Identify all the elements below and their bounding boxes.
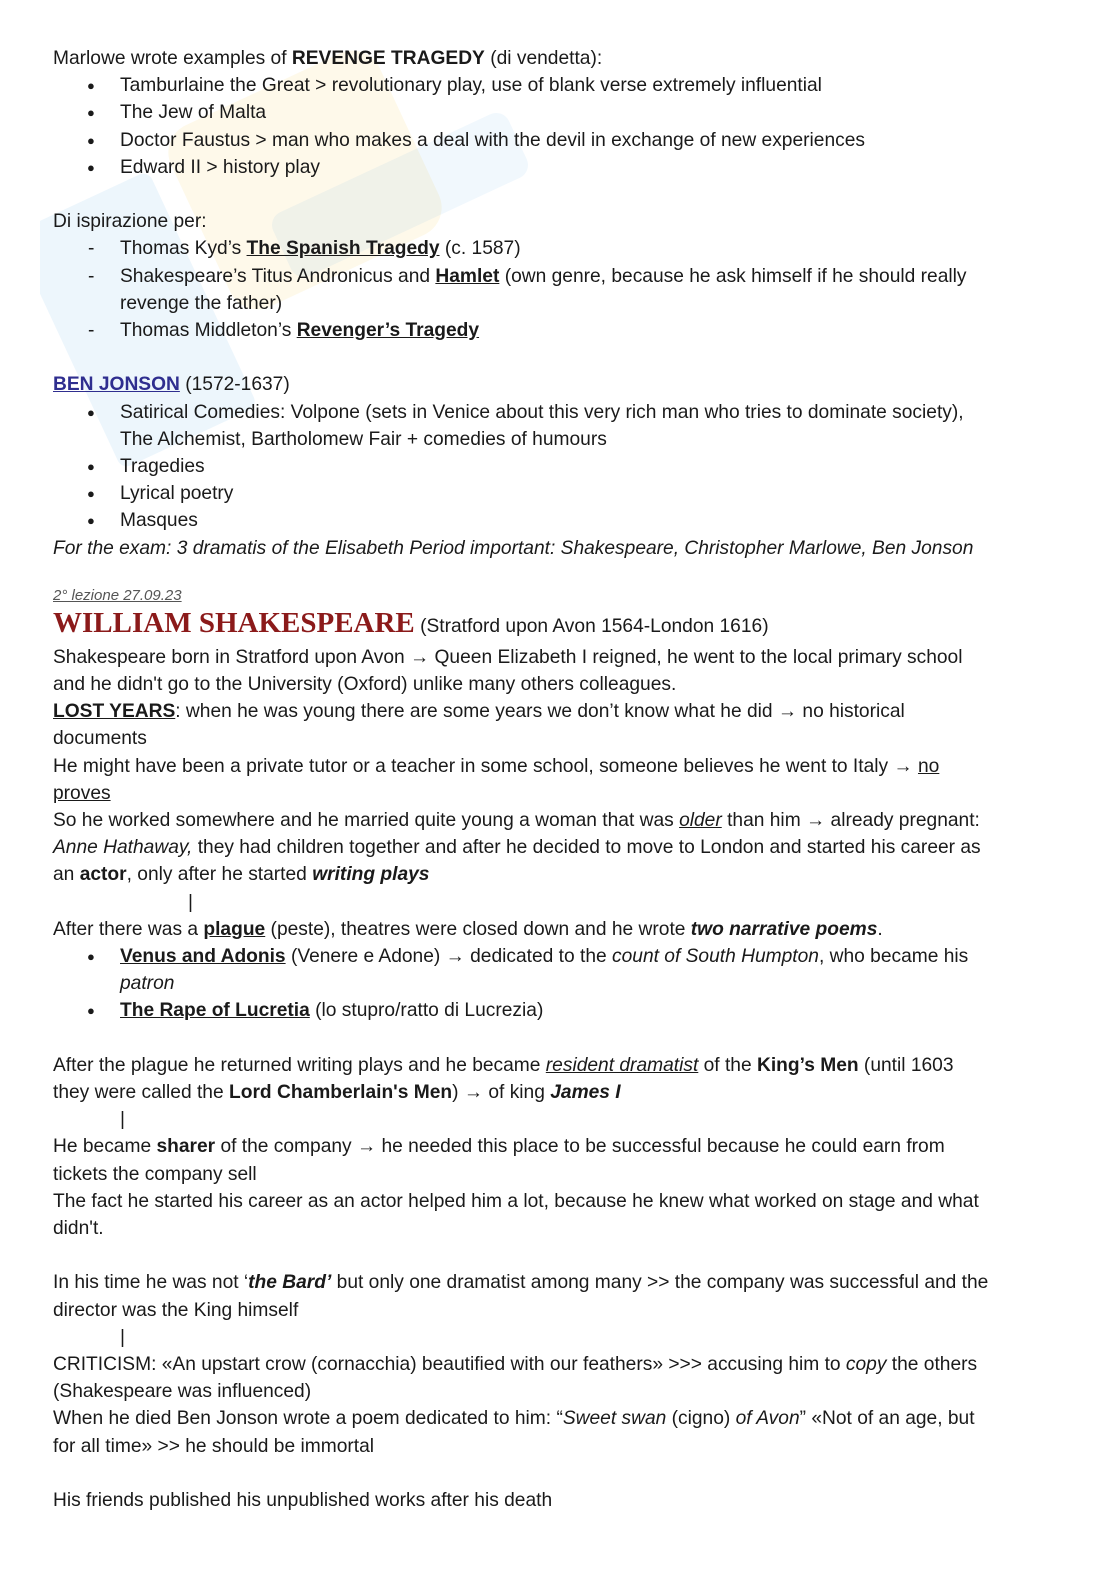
criticism-paragraph: CRITICISM: «An upstart crow (cornacchia) beautified with our feathers» >>> accusing him to copy the others bbox=[53, 1354, 978, 1376]
lesson-date: 2° lezione 27.09.23 bbox=[53, 586, 182, 604]
inspiration-list bbox=[53, 235, 1063, 344]
paragraph: He became sharer of the company → he needed this place to be successful because he could earn from bbox=[53, 1136, 945, 1158]
list-item: ● Tamburlaine the Great > revolutionary play, use of blank verse extremely influential bbox=[53, 72, 1063, 99]
list-item: ● Tragedies bbox=[53, 453, 1063, 480]
paragraph: He might have been a private tutor or a teacher in some school, someone believes he went to Italy → no bbox=[53, 755, 940, 777]
poems-list bbox=[53, 943, 1063, 1025]
marlowe-intro: Marlowe wrote examples of REVENGE TRAGEDY (di vendetta): bbox=[53, 48, 603, 69]
paragraph: So he worked somewhere and he married quite young a woman that was older than him → already pregnant: bbox=[53, 810, 980, 832]
connector-bar: | bbox=[120, 1109, 125, 1131]
list-item: - Thomas Kyd’s The Spanish Tragedy (c. 1587) bbox=[53, 235, 1063, 262]
exam-note: For the exam: 3 dramatis of the Elisabeth Period important: Shakespeare, Christopher Marlowe, Ben Jonson bbox=[53, 537, 974, 559]
connector-bar: | bbox=[188, 891, 193, 913]
inspiration-heading: Di ispirazione per: bbox=[53, 211, 207, 233]
shakespeare-title: WILLIAM SHAKESPEARE bbox=[53, 606, 415, 639]
paragraph: His friends published his unpublished works after his death bbox=[53, 1490, 553, 1512]
connector-bar: | bbox=[120, 1326, 125, 1348]
ben-jonson-heading: BEN JONSON (1572-1637) bbox=[53, 374, 290, 396]
shakespeare-heading: WILLIAM SHAKESPEARE (Stratford upon Avon 1564-London 1616) bbox=[53, 606, 769, 639]
paragraph: The fact he started his career as an actor helped him a lot, because he knew what worked on stage and what bbox=[53, 1190, 979, 1212]
list-item: ● Venus and Adonis (Venere e Adone) → dedicated to the count of South Humpton, who became his patron bbox=[53, 943, 1063, 997]
paragraph: In his time he was not ‘the Bard’ but only one dramatist among many >> the company was successful and the bbox=[53, 1272, 989, 1294]
list-item: ● Doctor Faustus > man who makes a deal with the devil in exchange of new experiences bbox=[53, 127, 1063, 154]
paragraph: and he didn't go to the University (Oxford) unlike many others colleagues. bbox=[53, 674, 677, 696]
list-item: ● Masques bbox=[53, 507, 1063, 534]
list-item: ● Satirical Comedies: Volpone (sets in Venice about this very rich man who tries to dominate society), The Alchemist, Bartholomew Fair + comedies of humours bbox=[53, 399, 1063, 453]
paragraph: Shakespeare born in Stratford upon Avon → Queen Elizabeth I reigned, he went to the local primary school bbox=[53, 646, 963, 668]
lost-years-label: LOST YEARS bbox=[53, 701, 176, 723]
list-item: ● Lyrical poetry bbox=[53, 480, 1063, 507]
document-page: Marlowe wrote examples of REVENGE TRAGEDY (di vendetta): ● Tamburlaine the Great > revolutionary play, use of blank verse extremely influential ● The Jew of Malta ● Doctor Faustus > man who makes a deal with the devil in exchange of new experiences ● Edward II > history play Di ispirazione per: - Thomas Kyd’s The Spanish Tragedy (c. 1587) - Shakespeare’s Titus Andronicus and Hamlet (own genre, because he ask himself if he should really revenge the father) - Thomas Middleton’s Revenger’s Tragedy BEN JONSON (1572-1637) ● Satirical Comedies: Volpone (sets in Venice about this very rich man who tries to dominate society), The Alchemist, Bartholomew Fair + comedies of humours ● Tragedies ● Lyrical poetry ● Masques For the exam: 3 dramatis of the Elisabeth Period important: Shakespeare, Christopher Marlowe, Ben Jonson 2° lezione 27.09.23 WILLIAM SHAKESPEARE (Stratford upon Avon 1564-London 1616) Shakespeare born in Stratford upon Avon → Queen Elizabeth I reigned, he went to the local primary school and he didn't go to the University (Oxford) unlike many others colleagues. LOST YEARS: when he was young there are some years we don’t know what he did → no historical documents He might have been a private tutor or a teacher in some school, someone believes he went to Italy → no proves So he worked somewhere and he married quite young a woman that was older than him → already pregnant: Anne Hathaway, they had children together and after he decided to move to London and started his career as an actor, only after he started writing plays | After there was a plague (peste), theatres were closed down and he wrote two narrative poems. ● Venus and Adonis (Venere e Adone) → dedicated to the count of South Humpton, who became his patron ● The Rape of Lucretia (lo stupro/ratto di Lucrezia) After the plague he returned writing plays and he became resident dramatist of the King’s Men (until 1603 they were called the Lord Chamberlain's Men) → of king James I | He became sharer of the company → he needed this place to be successful because he could earn from tickets the company sell The fact he started his career as an actor helped him a lot, because he knew what worked on stage and what didn't. In his time he was not ‘the Bard’ but only one dramatist among many >> the company was successful and the director was the King himself | CRITICISM: «An upstart crow (cornacchia) beautified with our feathers» >>> accusing him to copy the others (Shakespeare was influenced) When he died Ben Jonson wrote a poem dedicated to him: “Sweet swan (cigno) of Avon” «Not of an age, but for all time» >> he should be immortal His friends published his unpublished works after his death bbox=[53, 45, 1063, 1514]
list-item: ● Edward II > history play bbox=[53, 154, 1063, 181]
marlowe-plays-list bbox=[53, 72, 1063, 181]
list-item: - Shakespeare’s Titus Andronicus and Hamlet (own genre, because he ask himself if he should really revenge the father) bbox=[53, 263, 1063, 317]
revenge-tragedy-term: REVENGE TRAGEDY bbox=[291, 48, 485, 69]
list-item: ● The Jew of Malta bbox=[53, 99, 1063, 126]
paragraph: When he died Ben Jonson wrote a poem dedicated to him: “Sweet swan (cigno) of Avon” «Not of an age, but bbox=[53, 1408, 975, 1430]
jonson-works-list bbox=[53, 399, 1063, 535]
paragraph: After there was a plague (peste), theatres were closed down and he wrote two narrative poems. bbox=[53, 918, 883, 940]
list-item: ● The Rape of Lucretia (lo stupro/ratto di Lucrezia) bbox=[53, 997, 1063, 1024]
paragraph: After the plague he returned writing plays and he became resident dramatist of the King’s Men (until 1603 bbox=[53, 1054, 954, 1076]
ben-jonson-link[interactable]: BEN JONSON bbox=[53, 374, 180, 396]
list-item: - Thomas Middleton’s Revenger’s Tragedy bbox=[53, 317, 1063, 344]
lost-years-line: LOST YEARS: when he was young there are some years we don’t know what he did → no historical bbox=[53, 701, 905, 723]
